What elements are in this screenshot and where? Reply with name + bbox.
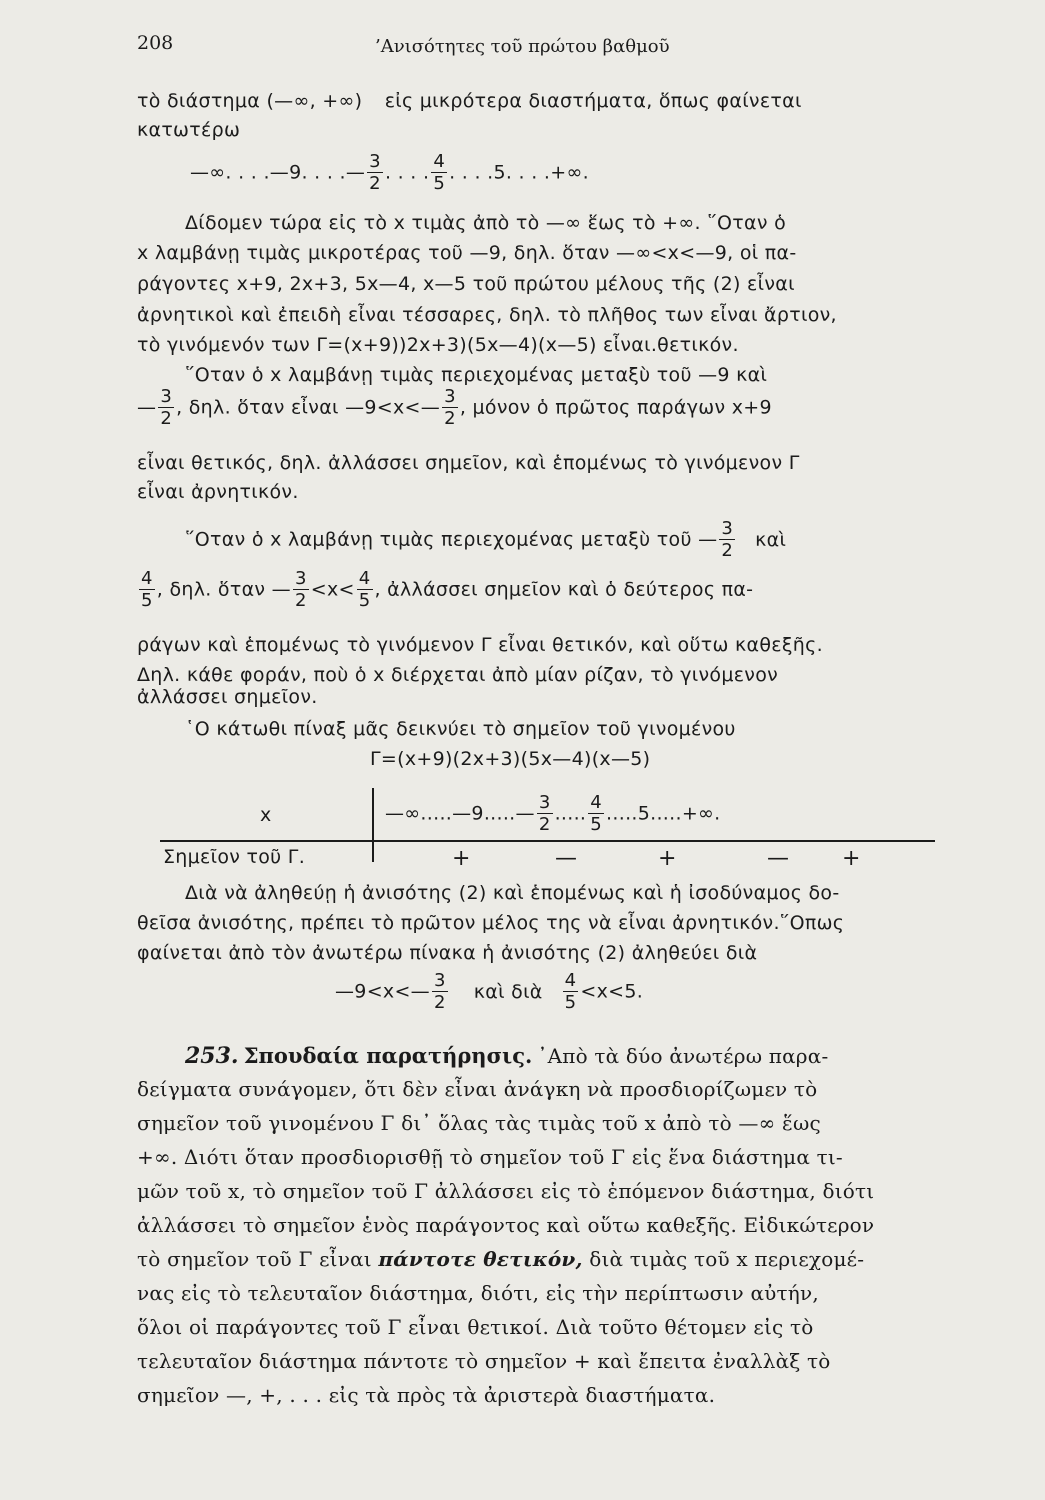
- denominator: 2: [160, 408, 173, 429]
- denominator: 5: [564, 992, 577, 1013]
- text-fragment: τὸ διάστημα (—∞, +∞): [137, 90, 363, 112]
- text-fragment: .....5.....+∞.: [606, 802, 721, 825]
- text-fragment: ῞Οταν ὁ x λαμβάνῃ τιμὰς περιεχομένας μεταξὺ τοῦ —: [185, 528, 718, 551]
- text-fragment: .....: [554, 802, 587, 825]
- running-title: ’Ανισότητες τοῦ πρώτου βαθμοῦ: [375, 36, 670, 57]
- denominator: 5: [358, 590, 371, 611]
- table-divider-vertical: [372, 788, 374, 862]
- numerator: 4: [590, 792, 603, 813]
- text-fragment: <x<5.: [580, 980, 644, 1003]
- text-fragment: —∞. . . .—9. . . .—: [190, 161, 366, 184]
- numerator: 4: [564, 970, 577, 991]
- text-line: ἀλλάσσει σημεῖον.: [137, 686, 318, 708]
- text-fragment: . . . .5. . . .+∞.: [449, 161, 589, 184]
- text-line: [137, 90, 802, 112]
- sign-cell: +: [658, 846, 677, 871]
- text-line: Δηλ. κάθε φοράν, ποὺ ὁ x διέρχεται ἀπὸ μίαν ρίζαν, τὸ γινόμενον: [137, 664, 779, 686]
- text-line: νας εἰς τὸ τελευταῖον διάστημα, διότι, εἰς τὴν περίπτωσιν αὐτήν,: [137, 1281, 819, 1305]
- numerator: 3: [433, 970, 446, 991]
- fraction: [563, 972, 579, 1012]
- text-line: Δίδομεν τώρα εἰς τὸ x τιμὰς ἀπὸ τὸ —∞ ἕως τὸ +∞. ῞Οταν ὁ: [185, 212, 787, 234]
- text-line: [137, 570, 753, 610]
- text-line: σημεῖον τοῦ γινομένου Γ δι᾿ ὅλας τὰς τιμὰς τοῦ x ἀπὸ τὸ —∞ ἕως: [137, 1111, 821, 1135]
- text-line: τελευταῖον διάστημα πάντοτε τὸ σημεῖον + καὶ ἔπειτα ἐναλλὰξ τὸ: [137, 1349, 831, 1373]
- numerator: 4: [141, 568, 153, 589]
- text-line: δείγματα συνάγομεν, ὅτι δὲν εἶναι ἀνάγκη νὰ προσδιορίζωμεν τὸ: [137, 1077, 818, 1101]
- section-title: Σπουδαία παρατήρησις.: [243, 1043, 533, 1068]
- solution-formula: [335, 972, 643, 1012]
- numerator: 3: [721, 518, 734, 539]
- denominator: 5: [433, 173, 446, 194]
- fraction: [139, 570, 155, 610]
- text-line: +∞. Διότι ὅταν προσδιορισθῇ τὸ σημεῖον τοῦ Γ εἰς ἕνα διάστημα τι-: [137, 1145, 843, 1169]
- text-line: εἶναι θετικός, δηλ. ἀλλάσσει σημεῖον, καὶ ἑπομένως τὸ γινόμενον Γ: [137, 452, 800, 474]
- sign-cell: —: [767, 846, 790, 871]
- text-fragment: διὰ τιμὰς τοῦ x περιεχομέ-: [589, 1247, 865, 1271]
- section-heading: [185, 1043, 828, 1069]
- fraction: [357, 570, 373, 610]
- fraction: [588, 794, 604, 834]
- product-formula: Γ=(x+9)(2x+3)(5x—4)(x—5): [370, 748, 651, 770]
- denominator: 5: [141, 590, 153, 611]
- numerator: 4: [358, 568, 371, 589]
- sign-cell: +: [842, 846, 861, 871]
- table-divider-horizontal: [160, 840, 935, 842]
- fraction: [367, 153, 383, 193]
- table-row-label: x: [260, 804, 272, 826]
- text-fragment: , δηλ. ὅταν —: [156, 578, 291, 601]
- fraction: [537, 794, 553, 834]
- fraction: [432, 972, 448, 1012]
- text-line: μῶν τοῦ x, τὸ σημεῖον τοῦ Γ ἀλλάσσει εἰς τὸ ἑπόμενον διάστημα, διότι: [137, 1179, 875, 1203]
- text-line: ῾Ο κάτωθι πίναξ μᾶς δεικνύει τὸ σημεῖον τοῦ γινομένου: [185, 718, 736, 740]
- text-fragment: , δηλ. ὅταν εἶναι —9<x<—: [176, 396, 441, 419]
- denominator: 2: [433, 992, 446, 1013]
- text-line: ὅλοι οἱ παράγοντες τοῦ Γ εἶναι θετικοί. Διὰ τοῦτο θέτομεν εἰς τὸ: [137, 1315, 814, 1339]
- denominator: 2: [294, 590, 307, 611]
- text-line: [137, 1247, 864, 1271]
- sign-cell: +: [452, 846, 471, 871]
- text-line: ῞Οταν ὁ x λαμβάνῃ τιμὰς περιεχομένας μεταξὺ τοῦ —9 καὶ: [185, 364, 768, 386]
- text-fragment: —∞.....—9.....—: [385, 802, 535, 825]
- text-line: σημεῖον —, +, . . . εἰς τὰ πρὸς τὰ ἀριστερὰ διαστήματα.: [137, 1383, 716, 1407]
- text-fragment: ᾿Απὸ τὰ δύο ἀνωτέρω παρα-: [537, 1044, 829, 1068]
- text-line: ἀλλάσσει τὸ σημεῖον ἑνὸς παράγοντος καὶ οὕτω καθεξῆς. Εἰδικώτερον: [137, 1213, 875, 1237]
- numerator: 3: [444, 386, 456, 407]
- page-number: 208: [137, 32, 174, 54]
- fraction: [442, 388, 458, 428]
- text-fragment: —9<x<—: [335, 980, 430, 1003]
- text-fragment: <x<: [310, 578, 355, 601]
- text-line: [137, 388, 772, 428]
- numerator: 3: [369, 151, 381, 172]
- text-fragment: . . . .: [384, 161, 430, 184]
- emphasis-text: πάντοτε θετικόν,: [378, 1247, 583, 1271]
- text-line: φαίνεται ἀπὸ τὸν ἀνωτέρω πίνακα ἡ ἀνισότης (2) ἀληθεύει διὰ: [137, 942, 758, 964]
- denominator: 2: [444, 408, 456, 429]
- numerator: 4: [433, 151, 446, 172]
- text-fragment: τὸ σημεῖον τοῦ Γ εἶναι: [137, 1247, 372, 1271]
- text-fragment: , ἀλλάσσει σημεῖον καὶ ὁ δεύτερος πα-: [374, 578, 754, 601]
- denominator: 2: [369, 173, 381, 194]
- fraction: [158, 388, 174, 428]
- sign-cell: —: [555, 846, 578, 871]
- numerator: 3: [294, 568, 307, 589]
- text-line: [185, 520, 786, 560]
- text-line: κατωτέρω: [137, 119, 241, 141]
- text-fragment: καὶ: [755, 528, 787, 551]
- fraction: [293, 570, 309, 610]
- text-line: θεῖσα ἀνισότης, πρέπει τὸ πρῶτον μέλος της νὰ εἶναι ἀρνητικόν.῞Οπως: [137, 912, 845, 934]
- text-line: τὸ γινόμενόν των Γ=(x+9))2x+3)(5x—4)(x—5) εἶναι.θετικόν.: [137, 334, 739, 356]
- text-fragment: καὶ διὰ: [473, 980, 543, 1003]
- text-line: ἀρνητικοὶ καὶ ἐπειδὴ εἶναι τέσσαρες, δηλ. τὸ πλῆθος των εἶναι ἄρτιον,: [137, 304, 837, 326]
- text-fragment: —: [137, 396, 157, 419]
- table-interval-row: [385, 794, 721, 834]
- text-line: ράγοντες x+9, 2x+3, 5x—4, x—5 τοῦ πρώτου μέλους τῆς (2) εἶναι: [137, 273, 795, 295]
- fraction: [719, 520, 735, 560]
- table-row-label: Σημεῖον τοῦ Γ.: [163, 846, 306, 868]
- denominator: 2: [721, 540, 734, 561]
- interval-sequence: [190, 153, 589, 193]
- text-fragment: εἰς μικρότερα διαστήματα, ὅπως φαίνεται: [384, 90, 802, 112]
- fraction: [431, 153, 447, 193]
- text-line: x λαμβάνῃ τιμὰς μικροτέρας τοῦ —9, δηλ. ὅταν —∞<x<—9, οἱ πα-: [137, 242, 797, 264]
- text-line: ράγων καὶ ἑπομένως τὸ γινόμενον Γ εἶναι θετικόν, καὶ οὕτω καθεξῆς.: [137, 634, 823, 656]
- text-fragment: , μόνον ὁ πρῶτος παράγων x+9: [459, 396, 772, 419]
- denominator: 5: [590, 814, 603, 835]
- numerator: 3: [160, 386, 173, 407]
- section-number: 253.: [185, 1043, 239, 1069]
- text-line: Διὰ νὰ ἀληθεύῃ ἡ ἀνισότης (2) καὶ ἑπομένως καὶ ἡ ἰσοδύναμος δο-: [185, 882, 840, 904]
- text-line: εἶναι ἀρνητικόν.: [137, 481, 299, 503]
- denominator: 2: [538, 814, 551, 835]
- numerator: 3: [538, 792, 551, 813]
